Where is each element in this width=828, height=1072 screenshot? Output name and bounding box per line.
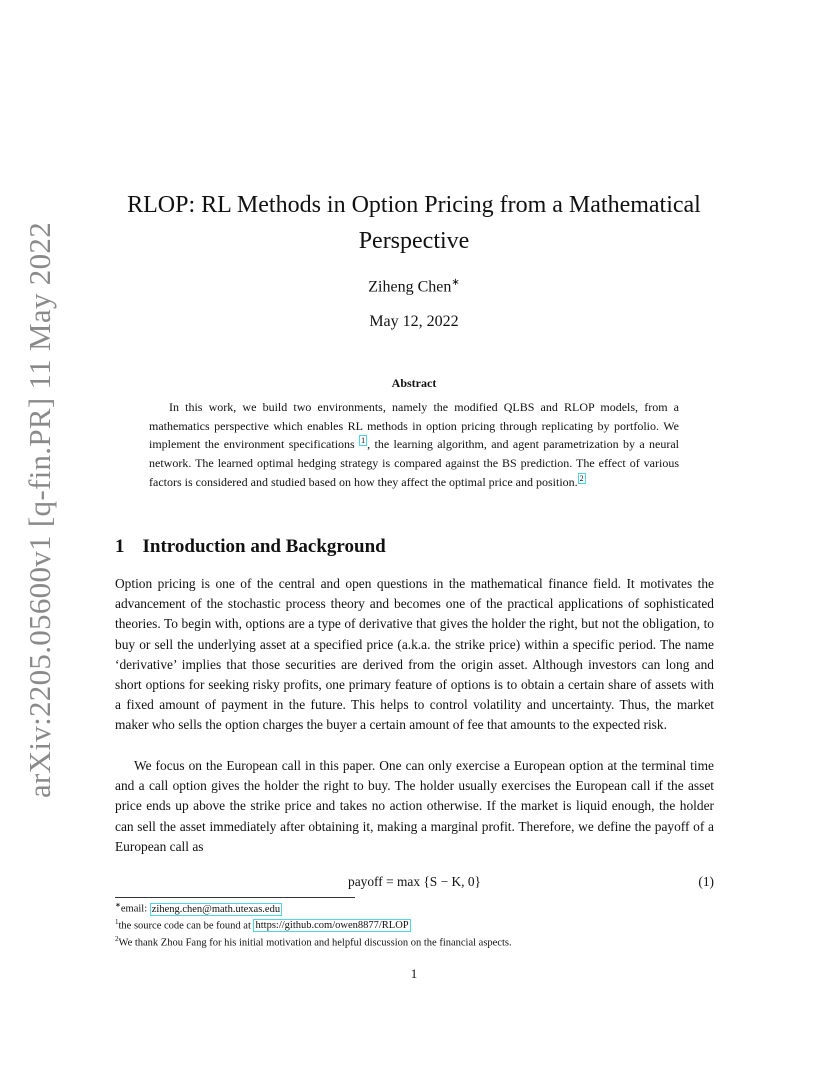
section-heading (115, 536, 386, 558)
footnote-2-mark: 2 (115, 934, 119, 943)
section-number: 1 (115, 536, 125, 557)
author-footnote-mark[interactable]: ∗ (451, 277, 460, 288)
email-link[interactable]: ziheng.chen@math.utexas.edu (151, 903, 281, 915)
source-code-link[interactable]: https://github.com/owen8877/RLOP (255, 920, 409, 932)
footnote-1-link[interactable]: 1 (361, 436, 366, 446)
abstract-heading: Abstract (391, 376, 437, 390)
page-number: 1 (410, 966, 418, 981)
footnote-2-text: We thank Zhou Fang for his initial motivation and helpful discussion on the financial aspects. (118, 937, 512, 949)
equation-number: (1) (698, 874, 714, 889)
footnote-1-label: the source code can be found at (118, 920, 254, 932)
footnotes (115, 899, 735, 949)
footnote-star (115, 899, 735, 916)
arxiv-stamp (18, 222, 62, 798)
paragraph-1: Option pricing is one of the central and open questions in the mathematical finance field. It motivates the advancement of the stochastic process theory and becomes one of the practical applications of sophisticated theories. To begin with, options are a type of derivative that gives the holder the right, but not the obligation, to buy or sell the underlying asset at a specified price (a.k.a. the strike price) within a specific period. The name ‘derivative’ implies that those securities are derived from the origin asset. Although investors can long and short options for seeking risky profits, one primary feature of options is to obtain a certain share of assets with a fixed amount of payment in the future. This helps to control volatility and uncertainty. Thus, the market maker who sells the option charges the buyer a certain amount of fee that amounts to the expected risk. (115, 576, 714, 733)
arxiv-stamp-text: arXiv:2205.05600v1 [q-fin.PR] 11 May 2022 (22, 222, 57, 798)
footnote-2-link[interactable]: 2 (579, 473, 584, 483)
equation-body: payoff = max {S − K, 0} (348, 874, 481, 889)
footnote-divider (115, 897, 355, 898)
abstract-part-2: , the learning algorithm, and agent parametrization by a neural network. The learned optimal hedging strategy is compared against the BS prediction. The effect of various factors is considered and studied based on how they affect the optimal price and position. (149, 437, 680, 489)
footnote-star-label: email: (120, 903, 150, 915)
footnote-1-mark: 1 (115, 917, 119, 926)
footnote-star-mark: ∗ (115, 901, 121, 909)
paper-title (100, 187, 728, 259)
footnote-2 (115, 933, 735, 950)
abstract-part-1: In this work, we build two environments, namely the modified QLBS and RLOP models, from a mathematics perspective which enables RL methods in option pricing through replicating by portfolio. We implement the environment specifications (149, 400, 679, 452)
abstract-text (149, 398, 679, 492)
section-title: Introduction and Background (142, 536, 386, 557)
paragraph-2: We focus on the European call in this paper. One can only exercise a European option at the terminal time and a call option gives the holder the right to buy. The holder usually exercises the European call if the asset price ends up above the strike price and takes no action otherwise. If the market is liquid enough, the holder can sell the asset immediately after obtaining it, making a marginal profit. Therefore, we define the payoff of a European call as (115, 758, 714, 854)
author-name: Ziheng Chen (368, 278, 452, 296)
footnote-1 (115, 916, 735, 933)
author (100, 277, 728, 296)
title-line-2: Perspective (358, 228, 470, 254)
paper-date: May 12, 2022 (369, 313, 459, 330)
title-line-1: RLOP: RL Methods in Option Pricing from a Mathematical (127, 192, 701, 218)
